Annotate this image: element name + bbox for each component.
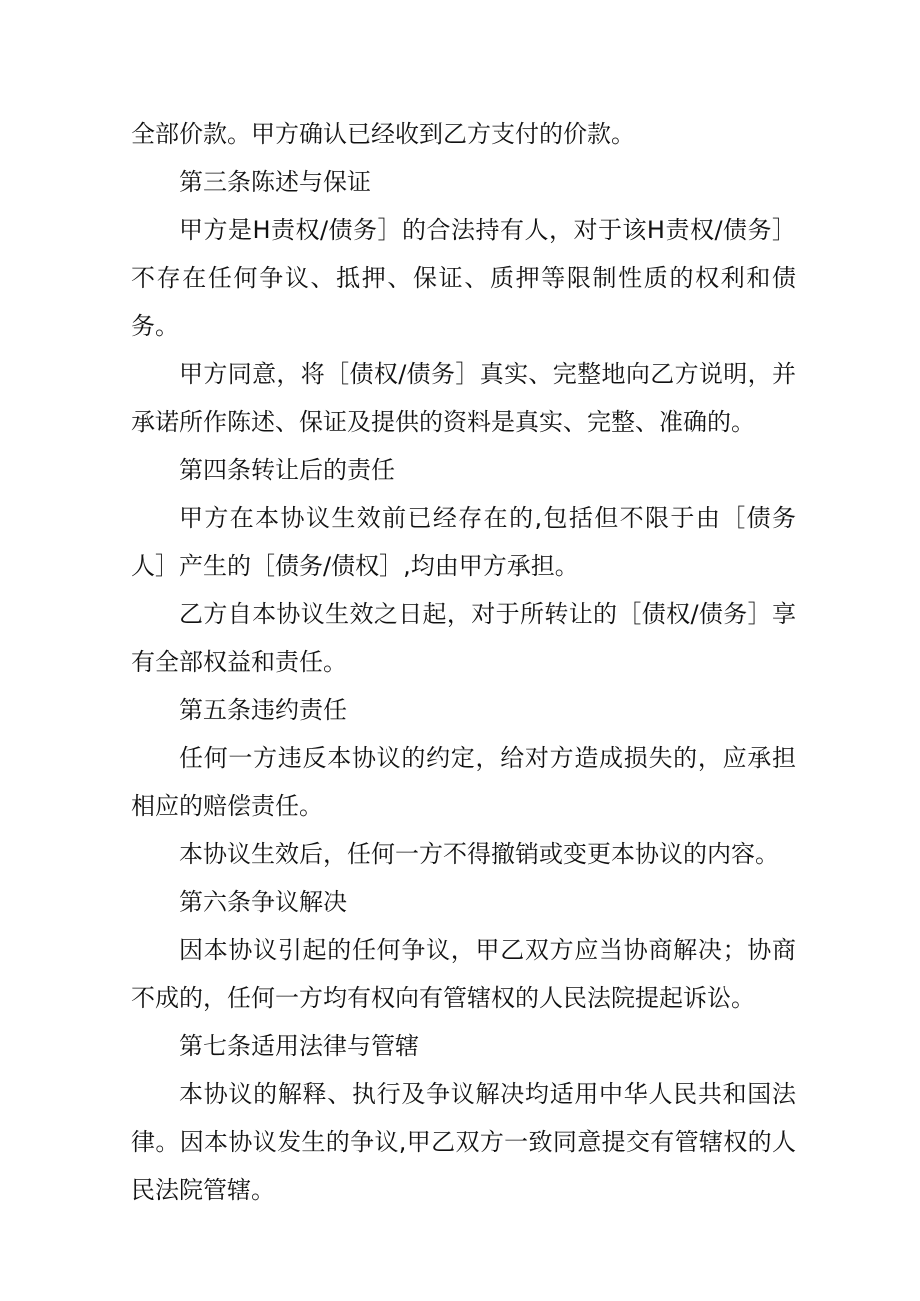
paragraph-disclosure: 甲方同意，将［债权/债务］真实、完整地向乙方说明，并承诺所作陈述、保证及提供的资料是真实、完整、准确的。 (131, 360, 796, 436)
article-5-heading: 第五条违约责任 (179, 696, 347, 724)
paragraph-transferee-rights: 乙方自本协议生效之日起，对于所转让的［债权/债务］享有全部权益和责任。 (131, 600, 796, 676)
article-7-heading: 第七条适用法律与管辖 (179, 1032, 419, 1060)
document-body (131, 110, 796, 1214)
paragraph-no-revocation: 本协议生效后，任何一方不得撤销或变更本协议的内容。 (179, 840, 779, 868)
paragraph-governing-law: 本协议的解释、执行及争议解决均适用中华人民共和国法律。因本协议发生的争议,甲乙双方一致同意提交有管辖权的人民法院管辖。 (131, 1080, 796, 1204)
paragraph-dispute-negotiation: 因本协议引起的任何争议，甲乙双方应当协商解决；协商不成的，任何一方均有权向有管辖权的人民法院提起诉讼。 (131, 936, 796, 1012)
paragraph-legal-holder: 甲方是H责权/债务］的合法持有人，对于该H责权/债务］不存在任何争议、抵押、保证、质押等限制性质的权利和债务。 (131, 216, 796, 340)
article-4-heading: 第四条转让后的责任 (179, 456, 395, 484)
article-6-heading: 第六条争议解决 (179, 888, 347, 916)
paragraph-prior-liability: 甲方在本协议生效前已经存在的,包括但不限于由［债务人］产生的［债务/债权］,均由甲方承担。 (131, 504, 796, 580)
article-3-heading: 第三条陈述与保证 (179, 168, 371, 196)
paragraph-price-confirmation: 全部价款。甲方确认已经收到乙方支付的价款。 (131, 120, 635, 148)
paragraph-breach-compensation: 任何一方违反本协议的约定，给对方造成损失的，应承担相应的赔偿责任。 (131, 744, 796, 820)
